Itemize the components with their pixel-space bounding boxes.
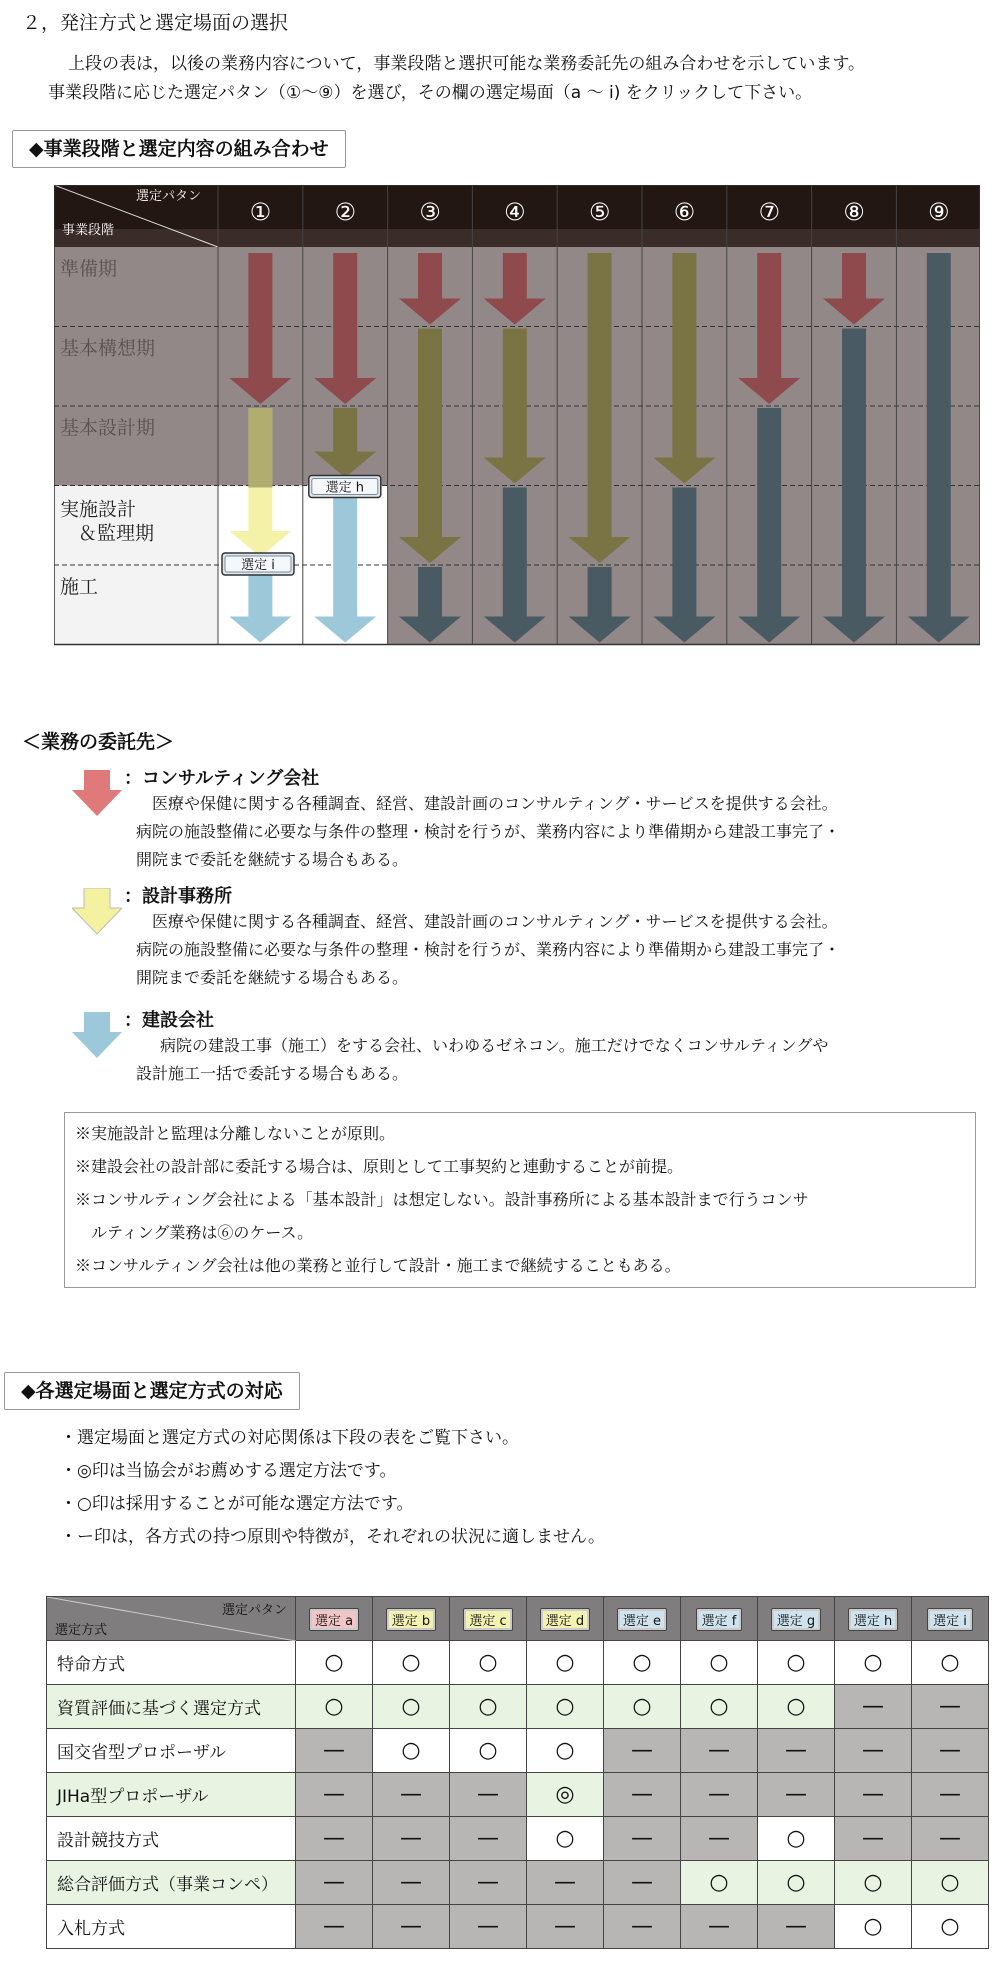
possible-mark: ○ xyxy=(296,1685,373,1729)
not-applicable-mark: — xyxy=(296,1729,373,1773)
not-applicable-mark: — xyxy=(296,1817,373,1861)
corner-bottom-label: 選定方式 xyxy=(55,1623,108,1638)
not-applicable-mark: — xyxy=(758,1773,835,1817)
method-label: 特命方式 xyxy=(47,1641,296,1685)
possible-mark: ○ xyxy=(450,1641,527,1685)
select-h-button[interactable]: 選定 h xyxy=(325,480,364,496)
select-a-button[interactable]: 選定 a xyxy=(309,1608,359,1631)
possible-mark: ○ xyxy=(912,1641,989,1685)
select-i-button[interactable]: 選定 i xyxy=(927,1608,973,1631)
legend-desc xyxy=(136,1032,996,1088)
method-label: 国交省型プロポーザル xyxy=(47,1729,296,1773)
note-line: ※実施設計と監理は分離しないことが原則。 xyxy=(75,1124,396,1143)
intro-text xyxy=(48,50,865,108)
not-applicable-mark: — xyxy=(604,1905,681,1949)
method-label: 資質評価に基づく選定方式 xyxy=(47,1685,296,1729)
possible-mark: ○ xyxy=(527,1817,604,1861)
notes-box xyxy=(64,1112,976,1288)
not-applicable-mark: — xyxy=(296,1861,373,1905)
select-g-button[interactable]: 選定 g xyxy=(771,1608,821,1631)
column-header xyxy=(527,1597,604,1641)
select-i-button[interactable]: 選定 i xyxy=(241,558,275,573)
table-row xyxy=(47,1729,989,1773)
not-applicable-mark: — xyxy=(681,1905,758,1949)
method-label: JIHa型プロポーザル xyxy=(47,1773,296,1817)
possible-mark: ○ xyxy=(604,1641,681,1685)
possible-mark: ○ xyxy=(527,1729,604,1773)
not-applicable-mark: — xyxy=(450,1773,527,1817)
legend-title: ：コンサルティング会社 xyxy=(124,768,320,789)
not-applicable-mark: — xyxy=(450,1817,527,1861)
table-row xyxy=(47,1773,989,1817)
legend-line: 病院の施設整備に必要な与条件の整理・検討を行うが、業務内容により準備期から建設工事完了・ xyxy=(136,822,841,841)
table-row xyxy=(47,1817,989,1861)
legend-line: 医療や保健に関する各種調査、経営、建設計画のコンサルティング・サービスを提供する会社。 xyxy=(152,912,838,931)
table-row xyxy=(47,1861,989,1905)
page-heading: ２，発注方式と選定場面の選択 xyxy=(22,12,289,34)
possible-mark: ○ xyxy=(604,1685,681,1729)
not-applicable-mark: — xyxy=(373,1905,450,1949)
phase-pattern-chart xyxy=(54,185,980,659)
pattern-header-1: ① xyxy=(249,198,272,226)
possible-mark: ○ xyxy=(758,1685,835,1729)
not-applicable-mark: — xyxy=(604,1773,681,1817)
phase-label: 基本構想期 xyxy=(60,337,156,360)
not-applicable-mark: — xyxy=(604,1817,681,1861)
table-row xyxy=(47,1905,989,1949)
legend-line: 開院まで委託を継続する場合もある。 xyxy=(136,968,409,987)
possible-mark: ○ xyxy=(835,1641,912,1685)
not-applicable-mark: — xyxy=(373,1773,450,1817)
pattern-header-7: ⑦ xyxy=(758,198,780,226)
phase-label: 準備期 xyxy=(60,258,118,280)
intro-line-1: 上段の表は，以後の業務内容について，事業段階と選択可能な業務委託先の組み合わせを示しています。 xyxy=(68,54,865,74)
legend-title: ：設計事務所 xyxy=(124,886,232,907)
bullet-item: ・選定場面と選定方式の対応関係は下段の表をご覧下さい。 xyxy=(60,1428,519,1448)
column-header xyxy=(604,1597,681,1641)
possible-mark: ○ xyxy=(527,1685,604,1729)
not-applicable-mark: — xyxy=(835,1773,912,1817)
not-applicable-mark: — xyxy=(527,1861,604,1905)
not-applicable-mark: — xyxy=(681,1773,758,1817)
legend-desc xyxy=(136,790,996,874)
bullet-item: ・◎印は当協会がお薦めする選定方法です。 xyxy=(60,1461,397,1481)
possible-mark: ○ xyxy=(681,1861,758,1905)
chart-corner-bottom: 事業段階 xyxy=(62,223,115,238)
legend-line: 設計施工一括で委託する場合もある。 xyxy=(136,1064,409,1083)
not-applicable-mark: — xyxy=(681,1729,758,1773)
intro-line-2: 事業段階に応じた選定パタン（①〜⑨）を選び，その欄の選定場面（a 〜 i) をクリックして下さい。 xyxy=(48,83,813,103)
possible-mark: ○ xyxy=(296,1641,373,1685)
section-title-methods: ◆各選定場面と選定方式の対応 xyxy=(4,1372,300,1410)
bullet-item: ・○印は採用することが可能な選定方法です。 xyxy=(60,1494,414,1514)
legend-heading: ＜業務の委託先＞ xyxy=(22,731,175,753)
column-header xyxy=(373,1597,450,1641)
section-title-combination: ◆事業段階と選定内容の組み合わせ xyxy=(12,130,346,168)
note-line: ※建設会社の設計部に委託する場合は、原則として工事契約と連動することが前提。 xyxy=(75,1157,684,1176)
selection-method-table xyxy=(46,1596,989,1949)
column-header xyxy=(450,1597,527,1641)
possible-mark: ○ xyxy=(450,1729,527,1773)
possible-mark: ○ xyxy=(373,1641,450,1685)
legend-desc xyxy=(136,908,996,992)
not-applicable-mark: — xyxy=(681,1817,758,1861)
not-applicable-mark: — xyxy=(758,1729,835,1773)
note-line: ※コンサルティング会社は他の業務と並行して設計・施工まで継続することもある。 xyxy=(75,1256,681,1275)
corner-top-label: 選定パタン xyxy=(221,1603,287,1618)
method-label: 総合評価方式（事業コンペ） xyxy=(47,1861,296,1905)
select-d-button[interactable]: 選定 d xyxy=(540,1608,590,1631)
not-applicable-mark: — xyxy=(450,1905,527,1949)
pattern-header-3: ③ xyxy=(419,198,441,226)
pattern-header-8: ⑧ xyxy=(843,198,865,226)
pattern-header-5: ⑤ xyxy=(588,198,611,226)
blue-arrow-icon xyxy=(72,1012,122,1060)
pattern-header-4: ④ xyxy=(504,198,526,226)
not-applicable-mark: — xyxy=(835,1685,912,1729)
phase-label: 実施設計 xyxy=(60,498,137,521)
possible-mark: ○ xyxy=(912,1905,989,1949)
select-e-button[interactable]: 選定 e xyxy=(617,1608,667,1631)
phase-label: 施工 xyxy=(60,576,99,598)
column-header xyxy=(835,1597,912,1641)
not-applicable-mark: — xyxy=(450,1861,527,1905)
legend-title: ：建設会社 xyxy=(124,1010,214,1031)
column-header xyxy=(758,1597,835,1641)
select-b-button[interactable]: 選定 b xyxy=(386,1608,436,1631)
select-h-button[interactable]: 選定 h xyxy=(848,1608,898,1631)
possible-mark: ○ xyxy=(450,1685,527,1729)
not-applicable-mark: — xyxy=(373,1861,450,1905)
not-applicable-mark: — xyxy=(296,1773,373,1817)
chart-corner-top: 選定パタン xyxy=(136,189,202,204)
bullet-list xyxy=(60,1422,605,1554)
note-line: ※コンサルティング会社による「基本設計」は想定しない。設計事務所による基本設計まで行うコンサ xyxy=(75,1190,809,1209)
not-applicable-mark: — xyxy=(912,1773,989,1817)
possible-mark: ○ xyxy=(758,1817,835,1861)
pattern-header-9: ⑨ xyxy=(928,198,950,226)
pattern-header-6: ⑥ xyxy=(673,198,696,226)
column-header xyxy=(296,1597,373,1641)
possible-mark: ○ xyxy=(373,1729,450,1773)
possible-mark: ○ xyxy=(758,1861,835,1905)
pattern-header-2: ② xyxy=(334,198,356,226)
possible-mark: ○ xyxy=(681,1685,758,1729)
possible-mark: ○ xyxy=(912,1861,989,1905)
not-applicable-mark: — xyxy=(296,1905,373,1949)
phase-label: ＆監理期 xyxy=(78,522,155,545)
legend-line: 病院の施設整備に必要な与条件の整理・検討を行うが、業務内容により準備期から建設工事完了・ xyxy=(136,940,841,959)
not-applicable-mark: — xyxy=(835,1817,912,1861)
select-c-button[interactable]: 選定 c xyxy=(463,1608,512,1631)
not-applicable-mark: — xyxy=(835,1729,912,1773)
not-applicable-mark: — xyxy=(758,1905,835,1949)
legend-line: 病院の建設工事（施工）をする会社、いわゆるゼネコン。施工だけでなくコンサルティングや xyxy=(160,1036,829,1055)
not-applicable-mark: — xyxy=(912,1817,989,1861)
column-header xyxy=(681,1597,758,1641)
possible-mark: ○ xyxy=(835,1861,912,1905)
table-header-row xyxy=(47,1597,989,1641)
possible-mark: ○ xyxy=(758,1641,835,1685)
possible-mark: ○ xyxy=(681,1641,758,1685)
not-applicable-mark: — xyxy=(604,1861,681,1905)
possible-mark: ○ xyxy=(527,1641,604,1685)
method-label: 設計競技方式 xyxy=(47,1817,296,1861)
red-arrow-icon xyxy=(72,770,122,818)
design-arrow-dim xyxy=(248,408,272,488)
not-applicable-mark: — xyxy=(527,1905,604,1949)
table-row xyxy=(47,1685,989,1729)
not-applicable-mark: — xyxy=(912,1685,989,1729)
possible-mark: ○ xyxy=(835,1905,912,1949)
method-label: 入札方式 xyxy=(47,1905,296,1949)
table-corner xyxy=(47,1597,296,1641)
select-f-button[interactable]: 選定 f xyxy=(696,1608,743,1631)
bullet-item: ・ー印は，各方式の持つ原則や特徴が，それぞれの状況に適しません。 xyxy=(60,1527,606,1547)
legend-line: 医療や保健に関する各種調査、経営、建設計画のコンサルティング・サービスを提供する会社。 xyxy=(152,794,838,813)
column-header xyxy=(912,1597,989,1641)
phase-label: 基本設計期 xyxy=(60,417,156,439)
recommended-mark: ◎ xyxy=(527,1773,604,1817)
not-applicable-mark: — xyxy=(912,1729,989,1773)
yellow-arrow-icon xyxy=(72,888,122,936)
legend-line: 開院まで委託を継続する場合もある。 xyxy=(136,850,409,869)
table-row xyxy=(47,1641,989,1685)
possible-mark: ○ xyxy=(373,1685,450,1729)
note-line: ルティング業務は⑥のケース。 xyxy=(75,1223,314,1242)
not-applicable-mark: — xyxy=(604,1729,681,1773)
not-applicable-mark: — xyxy=(373,1817,450,1861)
